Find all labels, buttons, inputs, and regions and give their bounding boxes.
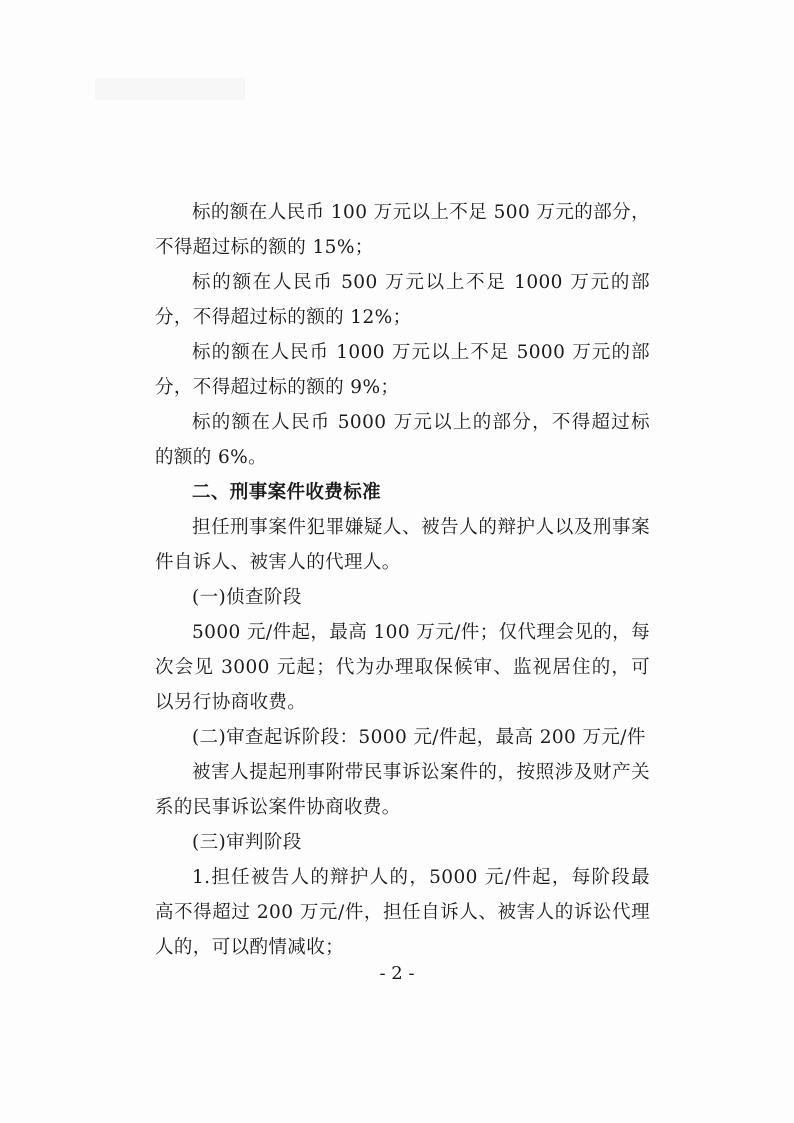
fee-paragraph-9pct: 标的额在人民币 1000 万元以上不足 5000 万元的部分，不得超过标的额的 9%； xyxy=(155,342,650,398)
stage3-title: (三)审判阶段 xyxy=(192,832,302,853)
stage3-item1: 1.担任被告人的辩护人的，5000 元/件起，每阶段最高不得超过 200 万元/件，担任自诉人、被害人的诉讼代理人的，可以酌情减收； xyxy=(155,867,650,958)
fee-paragraph-12pct: 标的额在人民币 500 万元以上不足 1000 万元的部分，不得超过标的额的 12%； xyxy=(155,272,650,328)
stage2-body: 被害人提起刑事附带民事诉讼案件的，按照涉及财产关系的民事诉讼案件协商收费。 xyxy=(155,762,650,818)
scan-artifact xyxy=(95,78,245,100)
section-intro: 担任刑事案件犯罪嫌疑人、被告人的辩护人以及刑事案件自诉人、被害人的代理人。 xyxy=(155,517,650,573)
document-body xyxy=(155,195,650,965)
stage2-title: (二)审查起诉阶段：5000 元/件起，最高 200 万元/件 xyxy=(192,727,646,748)
page-number: - 2 - xyxy=(379,963,415,984)
stage1-title: (一)侦查阶段 xyxy=(192,587,302,608)
fee-paragraph-15pct: 标的额在人民币 100 万元以上不足 500 万元的部分，不得超过标的额的 15%； xyxy=(155,202,650,258)
stage1-body: 5000 元/件起，最高 100 万元/件；仅代理会见的，每次会见 3000 元起；代为办理取保候审、监视居住的，可以另行协商收费。 xyxy=(155,622,650,713)
fee-paragraph-6pct: 标的额在人民币 5000 万元以上的部分，不得超过标的额的 6%。 xyxy=(155,412,650,468)
section-heading: 二、刑事案件收费标准 xyxy=(192,482,382,503)
